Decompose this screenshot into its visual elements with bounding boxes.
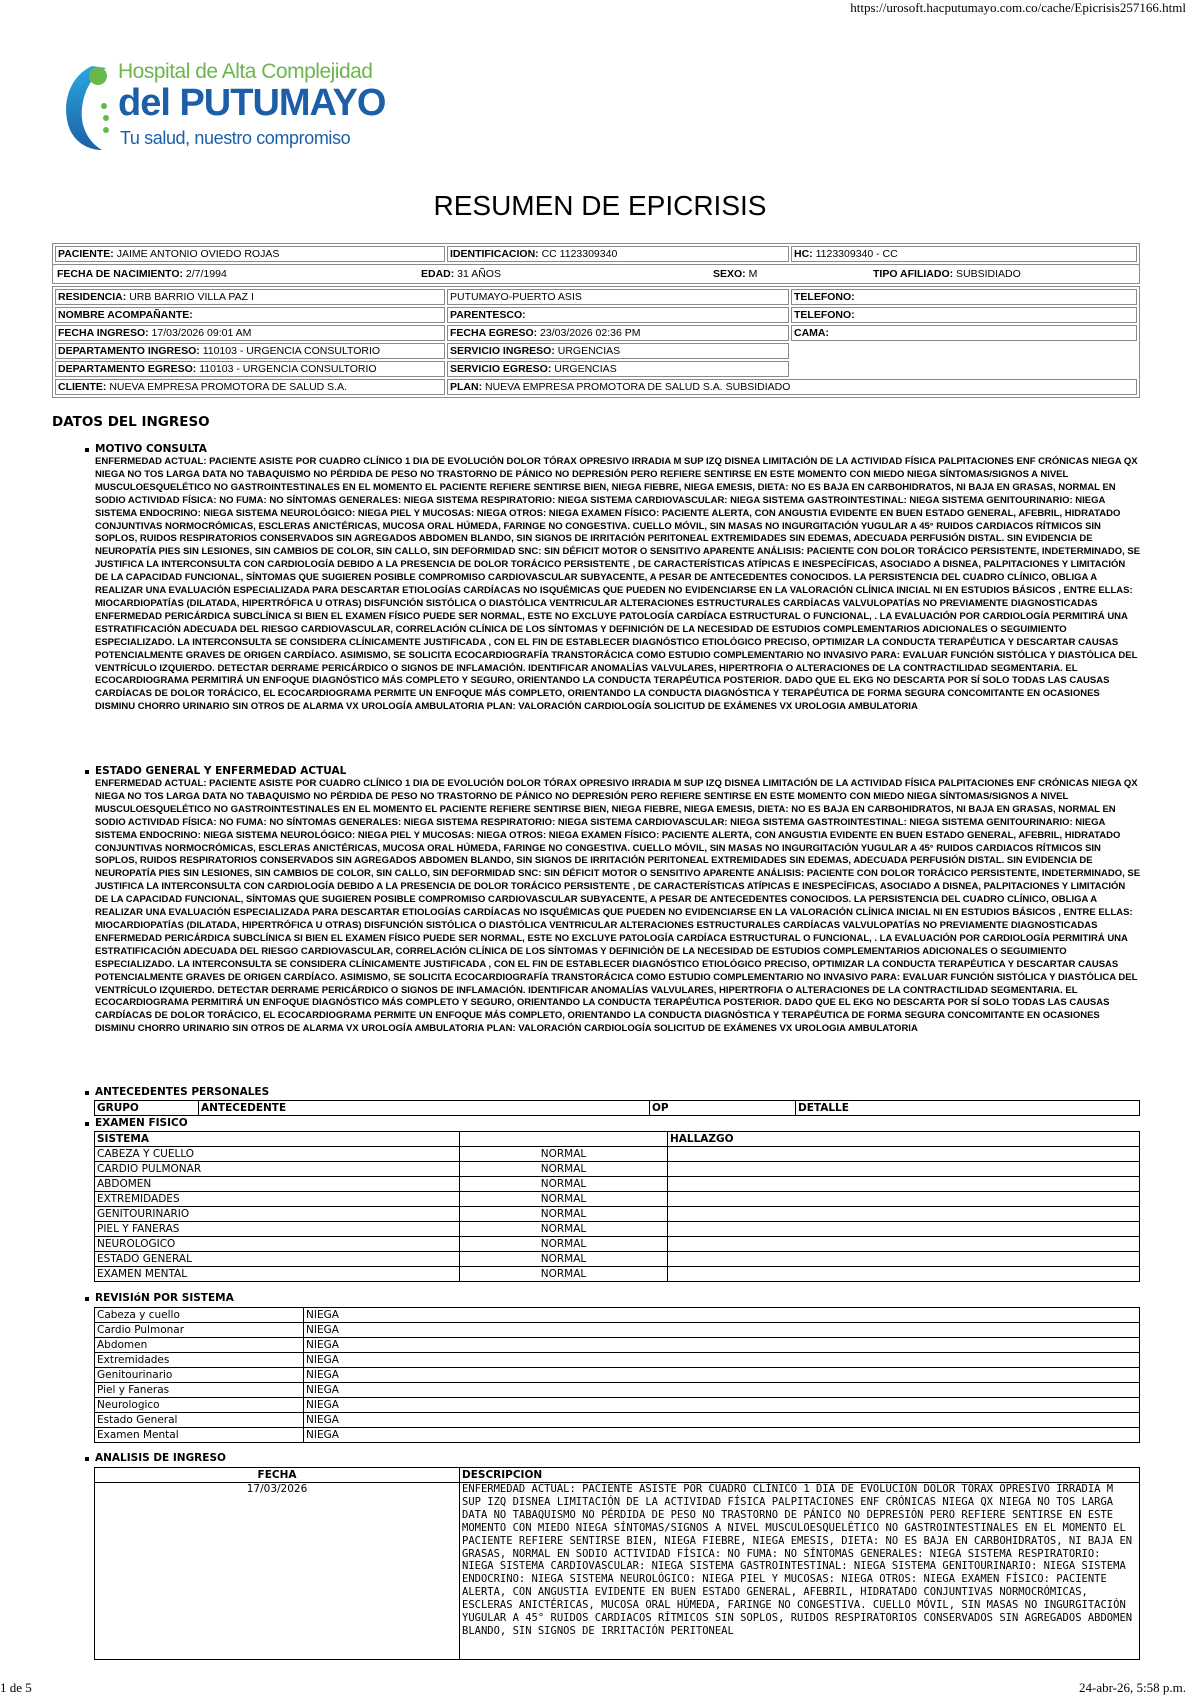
- bullet-icon: [85, 1122, 89, 1126]
- table-row: [95, 1413, 1140, 1428]
- hallazgo-cell: [668, 1162, 1140, 1177]
- sistema-cell: Genitourinario: [95, 1368, 304, 1383]
- col-fecha: FECHA: [95, 1468, 460, 1483]
- col-sistema: SISTEMA: [95, 1132, 460, 1147]
- hallazgo-cell: [668, 1147, 1140, 1162]
- fecha-egreso-cell: FECHA EGRESO: 23/03/2026 02:36 PM: [447, 325, 789, 341]
- print-url: https://urosoft.hacputumayo.com.co/cache/Epicrisis257166.html: [850, 0, 1186, 15]
- sistema-cell: ESTADO GENERAL: [95, 1252, 460, 1267]
- telefono2-cell: TELEFONO:: [791, 307, 1137, 323]
- valor-cell: NORMAL: [460, 1267, 668, 1282]
- cliente-cell: CLIENTE: NUEVA EMPRESA PROMOTORA DE SALUD S.A.: [55, 379, 445, 395]
- valor-cell: NIEGA: [304, 1368, 1140, 1383]
- bullet-icon: [85, 1457, 89, 1461]
- valor-cell: NORMAL: [460, 1222, 668, 1237]
- bullet-icon: [85, 770, 89, 774]
- fecha-ingreso-cell: FECHA INGRESO: 17/03/2026 09:01 AM: [55, 325, 445, 341]
- table-row: [95, 1192, 1140, 1207]
- table-row: [95, 1162, 1140, 1177]
- serv-egreso-cell: SERVICIO EGRESO: URGENCIAS: [447, 361, 789, 377]
- bullet-icon: [85, 1091, 89, 1095]
- hallazgo-cell: [668, 1177, 1140, 1192]
- valor-cell: NORMAL: [460, 1192, 668, 1207]
- examen-table: [94, 1131, 1140, 1282]
- bullet-icon: [85, 1297, 89, 1301]
- valor-cell: NIEGA: [304, 1383, 1140, 1398]
- telefono-cell: TELEFONO:: [791, 289, 1137, 305]
- table-row: [95, 1267, 1140, 1282]
- valor-cell: NORMAL: [460, 1207, 668, 1222]
- valor-cell: NORMAL: [460, 1252, 668, 1267]
- sistema-cell: Examen Mental: [95, 1428, 304, 1443]
- valor-cell: NIEGA: [304, 1308, 1140, 1323]
- table-row: [95, 1353, 1140, 1368]
- residencia-cell: RESIDENCIA: URB BARRIO VILLA PAZ I: [55, 289, 445, 305]
- hallazgo-cell: [668, 1237, 1140, 1252]
- sistema-cell: Cabeza y cuello: [95, 1308, 304, 1323]
- col-hallazgo: HALLAZGO: [668, 1132, 1140, 1147]
- col-grupo: GRUPO: [95, 1101, 199, 1116]
- valor-cell: NIEGA: [304, 1338, 1140, 1353]
- page-title: RESUMEN DE EPICRISIS: [433, 190, 767, 221]
- hallazgo-cell: [668, 1222, 1140, 1237]
- sistema-cell: Extremidades: [95, 1353, 304, 1368]
- logo-line1: Hospital de Alta Complejidad: [118, 60, 373, 83]
- sistema-cell: Neurologico: [95, 1398, 304, 1413]
- logo-line3: Tu salud, nuestro compromiso: [120, 128, 351, 148]
- col-descripcion: DESCRIPCION: [460, 1468, 1140, 1483]
- valor-cell: NIEGA: [304, 1413, 1140, 1428]
- dep-egreso-cell: DEPARTAMENTO EGRESO: 110103 - URGENCIA CONSULTORIO: [55, 361, 445, 377]
- patient-details-table: [52, 286, 1140, 398]
- table-row: [95, 1252, 1140, 1267]
- serv-ingreso-cell: SERVICIO INGRESO: URGENCIAS: [447, 343, 789, 359]
- sistema-cell: Piel y Faneras: [95, 1383, 304, 1398]
- bullet-icon: [85, 448, 89, 452]
- print-datetime: 24-abr-26, 5:58 p.m.: [1079, 1680, 1186, 1695]
- estado-text: ENFERMEDAD ACTUAL: PACIENTE ASISTE POR CUADRO CLÍNICO 1 DIA DE EVOLUCIÓN DOLOR TÓRAX OPRESIVO IRRADIA M SUP IZQ DISNEA LIMITACIÓN DE LA ACTIVIDAD FÍSICA PALPITACIONES ENF CRÓNICAS NIEGA QX NIEGA NO TOS LARGA DATA NO TABAQUISMO NO PÉRDIDA DE PESO NO TRASTORNO DE PÁNICO NO DEPRESIÓN PERO REFIERE SENTIRSE EN ESTE MOMENTO CON MIEDO NIEGA SÍNTOMAS/SIGNOS A NIVEL MUSCULOESQUELÉTICO NO GASTROINTESTINALES EN EL MOMENTO EL PACIENTE REFIERE SENTIRSE BIEN, NIEGA FIEBRE, NIEGA EMESIS, DIETA: NO ES BAJA EN CARBOHIDRATOS, NI BAJA EN GRASAS, NORMAL EN SODIO ACTIVIDAD FÍSICA: NO FUMA: NO SÍNTOMAS GENERALES: NIEGA SISTEMA RESPIRATORIO: NIEGA SISTEMA CARDIOVASCULAR: NIEGA SISTEMA GASTROINTESTINAL: NIEGA SISTEMA GENITOURINARIO: NIEGA SISTEMA ENDOCRINO: NIEGA SISTEMA NEUROLÓGICO: NIEGA PIEL Y MUCOSAS: NIEGA OTROS: NIEGA EXAMEN FÍSICO: PACIENTE ALERTA, CON ANGUSTIA EVIDENTE EN BUEN ESTADO GENERAL, AFEBRIL, HIDRATADO CONJUNTIVAS NORMOCRÓMICAS, ESCLERAS ANICTÉRICAS, MUCOSA ORAL HÚMEDA, FARINGE NO CONGESTIVA. CUELLO MÓVIL, SIN MASAS NO INGURGITACIÓN YUGULAR A 45° RUIDOS CARDIACOS RÍTMICOS SIN SOPLOS, RUIDOS RESPIRATORIOS CONSERVADOS SIN AGREGADOS ABDOMEN BLANDO, SIN SIGNOS DE IRRITACIÓN PERITONEAL EXTREMIDADES SIN EDEMAS, ADECUADA PERFUSIÓN DISTAL. SIN EVIDENCIA DE NEUROPATÍA PIES SIN LESIONES, SIN CAMBIOS DE COLOR, SIN CALLO, SIN DEFORMIDAD SNC: SIN DÉFICIT MOTOR O SENSITIVO APARENTE ANÁLISIS: PACIENTE CON DOLOR TORÁCICO PERSISTENTE, INDETERMINADO, SE JUSTIFICA LA INTERCONSULTA CON CARDIOLOGÍA DEBIDO A LA PRESENCIA DE DOLOR TORÁCICO PERSISTENTE , DE CARACTERÍSTICAS ATÍPICAS E INESPECÍFICAS, ASOCIADO A DISNEA, PALPITACIONES Y LIMITACIÓN DE LA CAPACIDAD FUNCIONAL, SÍNTOMAS QUE SUGIEREN POSIBLE COMPROMISO CARDIOVASCULAR SUBYACENTE, A PESAR DE ANTECEDENTES CONOCIDOS. LA PERSISTENCIA DEL CUADRO CLÍNICO, OBLIGA A REALIZAR UNA EVALUACIÓN ESPECIALIZADA PARA DESCARTAR ETIOLOGÍAS CARDÍACAS NO ISQUÉMICAS QUE PUEDEN NO EVIDENCIARSE EN LA VALORACIÓN CLÍNICA INICIAL NI EN ESTUDIOS BÁSICOS , ENTRE ELLAS: MIOCARDIOPATÍAS (DILATADA, HIPERTRÓFICA U OTRAS) DISFUNCIÓN SISTÓLICA O DIASTÓLICA VENTRICULAR ALTERACIONES ESTRUCTURALES CARDÍACAS VALVULOPATÍAS NO PREVIAMENTE DIAGNOSTICADAS ENFERMEDAD PERICÁRDICA SUBCLÍNICA SI BIEN EL EXAMEN FÍSICO PUEDE SER NORMAL, ESTE NO EXCLUYE PATOLOGÍA CARDÍACA ESTRUCTURAL O FUNCIONAL, . LA EVALUACIÓN POR CARDIOLOGÍA PERMITIRÁ UNA ESTRATIFICACIÓN ADECUADA DEL RIESGO CARDIOVASCULAR, CORRELACIÓN CLÍNICA DE LOS SÍNTOMAS Y DEFINICIÓN DE LA NECESIDAD DE ESTUDIOS COMPLEMENTARIOS ADICIONALES O SEGUIMIENTO ESPECIALIZADO. LA INTERCONSULTA SE CONSIDERA CLÍNICAMENTE JUSTIFICADA , CON EL FIN DE ESTABLECER DIAGNÓSTICO ETIOLÓGICO PRECISO, OPTIMIZAR LA CONDUCTA TERAPÉUTICA Y DESCARTAR CAUSAS POTENCIALMENTE GRAVES DE ORIGEN CARDÍACO. ASIMISMO, SE SOLICITA ECOCARDIOGRAFÍA TRANSTORÁCICA COMO ESTUDIO COMPLEMENTARIO NO INVASIVO PARA: EVALUAR FUNCIÓN SISTÓLICA Y DIASTÓLICA DEL VENTRÍCULO IZQUIERDO. DETECTAR DERRAME PERICÁRDICO O SIGNOS DE INFLAMACIÓN. IDENTIFICAR ANOMALÍAS VALVULARES, HIPERTROFIA O ALTERACIONES DE LA CONTRACTILIDAD SEGMENTARIA. EL ECOCARDIOGRAMA PERMITIRÁ UN ENFOQUE DIAGNÓSTICO MÁS COMPLETO Y SEGURO, ORIENTANDO LA CONDUCTA TERAPÉUTICA POSTERIOR. DADO QUE EL EKG NO DESCARTA POR SÍ SOLO TODAS LAS CAUSAS CARDÍACAS DE DOLOR TORÁCICO, EL ECOCARDIOGRAMA PERMITE UN ENFOQUE MÁS COMPLETO, ORIENTANDO LA CONDUCTA DIAGNÓSTICA Y TERAPÉUTICA DE FORMA SEGURA CONCOMITANTE EN OCASIONES DISMINU CHORRO URINARIO SIN OTROS DE ALARMA VX UROLOGÍA AMBULATORIA PLAN: VALORACIÓN CARDIOLOGÍA SOLICITUD DE EXÁMENES VX UROLOGIA AMBULATORIA: [95, 778, 1141, 1035]
- antecedentes-table: [94, 1100, 1140, 1116]
- sistema-cell: ABDOMEN: [95, 1177, 460, 1192]
- motivo-title: MOTIVO CONSULTA: [95, 443, 207, 455]
- analisis-descripcion: ENFERMEDAD ACTUAL: PACIENTE ASISTE POR CUADRO CLÍNICO 1 DIA DE EVOLUCIÓN DOLOR TÓRAX OPRESIVO IRRADIA M SUP IZQ DISNEA LIMITACIÓN DE LA ACTIVIDAD FÍSICA PALPITACIONES ENF CRÓNICAS NIEGA QX NIEGA NO TOS LARGA DATA NO TABAQUISMO NO PÉRDIDA DE PESO NO TRASTORNO DE PÁNICO NO DEPRESIÓN PERO REFIERE SENTIRSE EN ESTE MOMENTO CON MIEDO NIEGA SÍNTOMAS/SIGNOS A NIVEL MUSCULOESQUELÉTICO NO GASTROINTESTINALES EN EL MOMENTO EL PACIENTE REFIERE SENTIRSE BIEN, NIEGA FIEBRE, NIEGA EMESIS, DIETA: NO ES BAJA EN CARBOHIDRATOS, NI BAJA EN GRASAS, NORMAL EN SODIO ACTIVIDAD FÍSICA: NO FUMA: NO SÍNTOMAS GENERALES: NIEGA SISTEMA RESPIRATORIO: NIEGA SISTEMA CARDIOVASCULAR: NIEGA SISTEMA GASTROINTESTINAL: NIEGA SISTEMA GENITOURINARIO: NIEGA SISTEMA ENDOCRINO: NIEGA SISTEMA NEUROLÓGICO: NIEGA PIEL Y MUCOSAS: NIEGA OTROS: NIEGA EXAMEN FÍSICO: PACIENTE ALERTA, CON ANGUSTIA EVIDENTE EN BUEN ESTADO GENERAL, AFEBRIL, HIDRATADO CONJUNTIVAS NORMOCRÓMICAS, ESCLERAS ANICTÉRICAS, MUCOSA ORAL HÚMEDA, FARINGE NO CONGESTIVA. CUELLO MÓVIL, SIN MASAS NO INGURGITACIÓN YUGULAR A 45° RUIDOS CARDIACOS RÍTMICOS SIN SOPLOS, RUIDOS RESPIRATORIOS CONSERVADOS SIN AGREGADOS ABDOMEN BLANDO, SIN SIGNOS DE IRRITACIÓN PERITONEAL: [460, 1483, 1140, 1660]
- valor-cell: NIEGA: [304, 1323, 1140, 1338]
- sistema-cell: EXTREMIDADES: [95, 1192, 460, 1207]
- parentesco-cell: PARENTESCO:: [447, 307, 789, 323]
- revision-table: [94, 1307, 1140, 1443]
- hospital-logo: [62, 58, 386, 154]
- sistema-cell: Estado General: [95, 1413, 304, 1428]
- afiliado-cell: TIPO AFILIADO: SUBSIDIADO: [873, 268, 1021, 280]
- valor-cell: NORMAL: [460, 1177, 668, 1192]
- patient-row-2: [52, 264, 1140, 284]
- valor-cell: NIEGA: [304, 1353, 1140, 1368]
- logo-mark-icon: [62, 62, 118, 154]
- table-row: [95, 1428, 1140, 1443]
- valor-cell: NIEGA: [304, 1428, 1140, 1443]
- sistema-cell: NEUROLOGICO: [95, 1237, 460, 1252]
- page-number: 1 de 5: [0, 1680, 32, 1695]
- table-row: [95, 1398, 1140, 1413]
- analisis-fecha: 17/03/2026: [95, 1483, 460, 1660]
- sistema-cell: PIEL Y FANERAS: [95, 1222, 460, 1237]
- estado-title: ESTADO GENERAL Y ENFERMEDAD ACTUAL: [95, 765, 347, 777]
- sistema-cell: EXAMEN MENTAL: [95, 1267, 460, 1282]
- logo-line2: del PUTUMAYO: [118, 82, 386, 124]
- antecedentes-title: ANTECEDENTES PERSONALES: [95, 1086, 270, 1098]
- hc-cell: HC: 1123309340 - CC: [791, 246, 1137, 262]
- hallazgo-cell: [668, 1267, 1140, 1282]
- patient-row-1: [52, 243, 1140, 265]
- examen-title: EXAMEN FISICO: [95, 1117, 188, 1129]
- acompanante-cell: NOMBRE ACOMPAÑANTE:: [55, 307, 445, 323]
- cama-cell: CAMA:: [791, 325, 1137, 341]
- valor-cell: NIEGA: [304, 1398, 1140, 1413]
- nacimiento-cell: FECHA DE NACIMIENTO: 2/7/1994: [57, 268, 227, 280]
- analisis-title: ANALISIS DE INGRESO: [95, 1452, 226, 1464]
- sistema-cell: GENITOURINARIO: [95, 1207, 460, 1222]
- table-row: [95, 1308, 1140, 1323]
- table-row: [95, 1323, 1140, 1338]
- section-title: DATOS DEL INGRESO: [52, 414, 210, 430]
- hallazgo-cell: [668, 1207, 1140, 1222]
- sistema-cell: CABEZA Y CUELLO: [95, 1147, 460, 1162]
- identificacion-cell: IDENTIFICACION: CC 1123309340: [447, 246, 789, 262]
- motivo-text: ENFERMEDAD ACTUAL: PACIENTE ASISTE POR CUADRO CLÍNICO 1 DIA DE EVOLUCIÓN DOLOR TÓRAX OPRESIVO IRRADIA M SUP IZQ DISNEA LIMITACIÓN DE LA ACTIVIDAD FÍSICA PALPITACIONES ENF CRÓNICAS NIEGA QX NIEGA NO TOS LARGA DATA NO TABAQUISMO NO PÉRDIDA DE PESO NO TRASTORNO DE PÁNICO NO DEPRESIÓN PERO REFIERE SENTIRSE EN ESTE MOMENTO CON MIEDO NIEGA SÍNTOMAS/SIGNOS A NIVEL MUSCULOESQUELÉTICO NO GASTROINTESTINALES EN EL MOMENTO EL PACIENTE REFIERE SENTIRSE BIEN, NIEGA FIEBRE, NIEGA EMESIS, DIETA: NO ES BAJA EN CARBOHIDRATOS, NI BAJA EN GRASAS, NORMAL EN SODIO ACTIVIDAD FÍSICA: NO FUMA: NO SÍNTOMAS GENERALES: NIEGA SISTEMA RESPIRATORIO: NIEGA SISTEMA CARDIOVASCULAR: NIEGA SISTEMA GASTROINTESTINAL: NIEGA SISTEMA GENITOURINARIO: NIEGA SISTEMA ENDOCRINO: NIEGA SISTEMA NEUROLÓGICO: NIEGA PIEL Y MUCOSAS: NIEGA OTROS: NIEGA EXAMEN FÍSICO: PACIENTE ALERTA, CON ANGUSTIA EVIDENTE EN BUEN ESTADO GENERAL, AFEBRIL, HIDRATADO CONJUNTIVAS NORMOCRÓMICAS, ESCLERAS ANICTÉRICAS, MUCOSA ORAL HÚMEDA, FARINGE NO CONGESTIVA. CUELLO MÓVIL, SIN MASAS NO INGURGITACIÓN YUGULAR A 45° RUIDOS CARDIACOS RÍTMICOS SIN SOPLOS, RUIDOS RESPIRATORIOS CONSERVADOS SIN AGREGADOS ABDOMEN BLANDO, SIN SIGNOS DE IRRITACIÓN PERITONEAL EXTREMIDADES SIN EDEMAS, ADECUADA PERFUSIÓN DISTAL. SIN EVIDENCIA DE NEUROPATÍA PIES SIN LESIONES, SIN CAMBIOS DE COLOR, SIN CALLO, SIN DEFORMIDAD SNC: SIN DÉFICIT MOTOR O SENSITIVO APARENTE ANÁLISIS: PACIENTE CON DOLOR TORÁCICO PERSISTENTE, INDETERMINADO, SE JUSTIFICA LA INTERCONSULTA CON CARDIOLOGÍA DEBIDO A LA PRESENCIA DE DOLOR TORÁCICO PERSISTENTE , DE CARACTERÍSTICAS ATÍPICAS E INESPECÍFICAS, ASOCIADO A DISNEA, PALPITACIONES Y LIMITACIÓN DE LA CAPACIDAD FUNCIONAL, SÍNTOMAS QUE SUGIEREN POSIBLE COMPROMISO CARDIOVASCULAR SUBYACENTE, A PESAR DE ANTECEDENTES CONOCIDOS. LA PERSISTENCIA DEL CUADRO CLÍNICO, OBLIGA A REALIZAR UNA EVALUACIÓN ESPECIALIZADA PARA DESCARTAR ETIOLOGÍAS CARDÍACAS NO ISQUÉMICAS QUE PUEDEN NO EVIDENCIARSE EN LA VALORACIÓN CLÍNICA INICIAL NI EN ESTUDIOS BÁSICOS , ENTRE ELLAS: MIOCARDIOPATÍAS (DILATADA, HIPERTRÓFICA U OTRAS) DISFUNCIÓN SISTÓLICA O DIASTÓLICA VENTRICULAR ALTERACIONES ESTRUCTURALES CARDÍACAS VALVULOPATÍAS NO PREVIAMENTE DIAGNOSTICADAS ENFERMEDAD PERICÁRDICA SUBCLÍNICA SI BIEN EL EXAMEN FÍSICO PUEDE SER NORMAL, ESTE NO EXCLUYE PATOLOGÍA CARDÍACA ESTRUCTURAL O FUNCIONAL, . LA EVALUACIÓN POR CARDIOLOGÍA PERMITIRÁ UNA ESTRATIFICACIÓN ADECUADA DEL RIESGO CARDIOVASCULAR, CORRELACIÓN CLÍNICA DE LOS SÍNTOMAS Y DEFINICIÓN DE LA NECESIDAD DE ESTUDIOS COMPLEMENTARIOS ADICIONALES O SEGUIMIENTO ESPECIALIZADO. LA INTERCONSULTA SE CONSIDERA CLÍNICAMENTE JUSTIFICADA , CON EL FIN DE ESTABLECER DIAGNÓSTICO ETIOLÓGICO PRECISO, OPTIMIZAR LA CONDUCTA TERAPÉUTICA Y DESCARTAR CAUSAS POTENCIALMENTE GRAVES DE ORIGEN CARDÍACO. ASIMISMO, SE SOLICITA ECOCARDIOGRAFÍA TRANSTORÁCICA COMO ESTUDIO COMPLEMENTARIO NO INVASIVO PARA: EVALUAR FUNCIÓN SISTÓLICA Y DIASTÓLICA DEL VENTRÍCULO IZQUIERDO. DETECTAR DERRAME PERICÁRDICO O SIGNOS DE INFLAMACIÓN. IDENTIFICAR ANOMALÍAS VALVULARES, HIPERTROFIA O ALTERACIONES DE LA CONTRACTILIDAD SEGMENTARIA. EL ECOCARDIOGRAMA PERMITIRÁ UN ENFOQUE DIAGNÓSTICO MÁS COMPLETO Y SEGURO, ORIENTANDO LA CONDUCTA TERAPÉUTICA POSTERIOR. DADO QUE EL EKG NO DESCARTA POR SÍ SOLO TODAS LAS CAUSAS CARDÍACAS DE DOLOR TORÁCICO, EL ECOCARDIOGRAMA PERMITE UN ENFOQUE MÁS COMPLETO, ORIENTANDO LA CONDUCTA DIAGNÓSTICA Y TERAPÉUTICA DE FORMA SEGURA CONCOMITANTE EN OCASIONES DISMINU CHORRO URINARIO SIN OTROS DE ALARMA VX UROLOGÍA AMBULATORIA PLAN: VALORACIÓN CARDIOLOGÍA SOLICITUD DE EXÁMENES VX UROLOGIA AMBULATORIA: [95, 456, 1141, 713]
- edad-cell: EDAD: 31 AÑOS: [421, 268, 501, 280]
- sexo-cell: SEXO: M: [713, 268, 758, 280]
- table-row: [95, 1147, 1140, 1162]
- hallazgo-cell: [668, 1192, 1140, 1207]
- dep-ingreso-cell: DEPARTAMENTO INGRESO: 110103 - URGENCIA CONSULTORIO: [55, 343, 445, 359]
- table-row: [95, 1207, 1140, 1222]
- table-row: [95, 1383, 1140, 1398]
- sistema-cell: Abdomen: [95, 1338, 304, 1353]
- valor-cell: NORMAL: [460, 1237, 668, 1252]
- table-row: [95, 1338, 1140, 1353]
- col-detalle: DETALLE: [796, 1101, 1140, 1116]
- municipio-cell: PUTUMAYO-PUERTO ASIS: [447, 289, 789, 305]
- col-op: OP: [650, 1101, 796, 1116]
- valor-cell: NORMAL: [460, 1147, 668, 1162]
- valor-cell: NORMAL: [460, 1162, 668, 1177]
- table-row: [95, 1177, 1140, 1192]
- table-row: [95, 1237, 1140, 1252]
- analisis-table: [94, 1467, 1140, 1660]
- sistema-cell: CARDIO PULMONAR: [95, 1162, 460, 1177]
- paciente-cell: PACIENTE: JAIME ANTONIO OVIEDO ROJAS: [55, 246, 445, 262]
- plan-cell: PLAN: NUEVA EMPRESA PROMOTORA DE SALUD S.A. SUBSIDIADO: [447, 379, 1137, 395]
- sistema-cell: Cardio Pulmonar: [95, 1323, 304, 1338]
- col-antecedente: ANTECEDENTE: [199, 1101, 650, 1116]
- table-row: [95, 1222, 1140, 1237]
- hallazgo-cell: [668, 1252, 1140, 1267]
- revision-title: REVISIóN POR SISTEMA: [95, 1292, 234, 1304]
- table-row: [95, 1368, 1140, 1383]
